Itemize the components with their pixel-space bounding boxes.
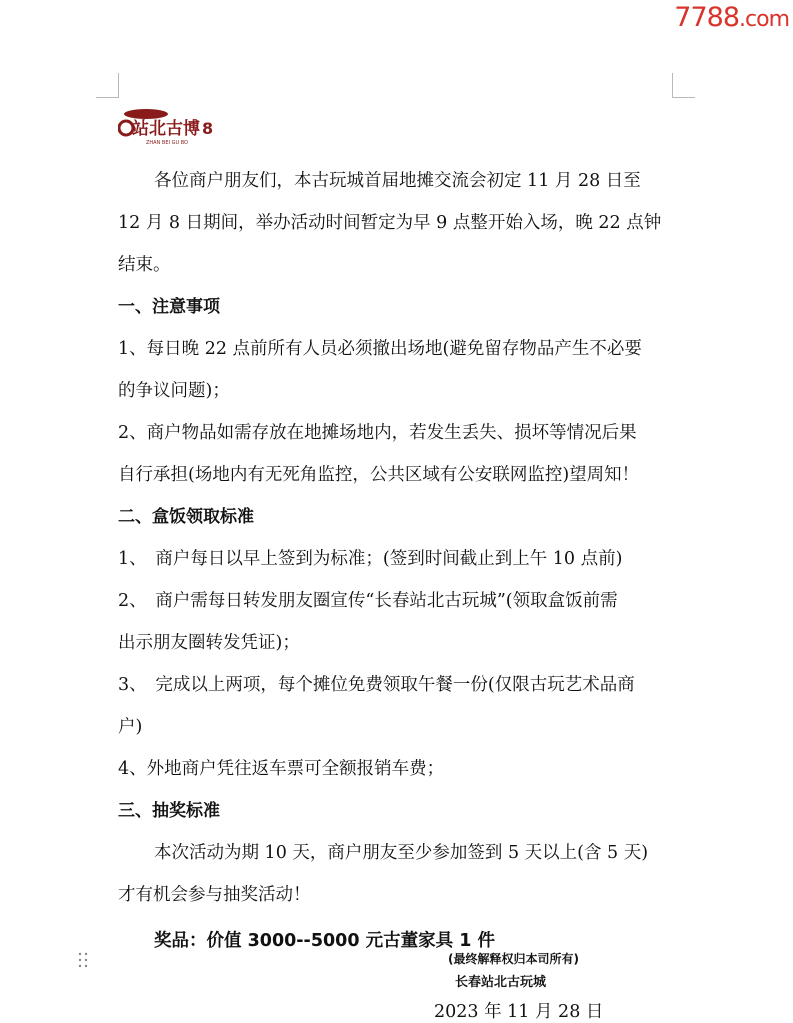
lottery-line-1: 本次活动为期 10 天，商户朋友至少参加签到 5 天以上(含 5 天)	[154, 843, 649, 863]
watermark-tld: .com	[739, 7, 789, 32]
notice-1-line-2: 的争议问题)；	[118, 381, 230, 401]
page-corner-mark-right	[672, 73, 695, 98]
notice-2-line-1: 2、商户物品如需存放在地摊场地内，若发生丢失、损坏等情况后果	[118, 423, 637, 443]
section-heading-lottery: 三、抽奖标准	[118, 801, 220, 821]
intro-line-1: 各位商户朋友们，本古玩城首届地摊交流会初定 11 月 28 日至	[154, 171, 641, 191]
document-body	[118, 160, 678, 962]
meal-rule-4: 4、外地商户凭往返车票可全额报销车费；	[118, 759, 445, 779]
company-logo	[118, 104, 218, 146]
meal-rule-1: 1、 商户每日以早上签到为标准；(签到时间截止到上午 10 点前)	[118, 549, 623, 569]
drag-dots-graphic	[78, 952, 88, 968]
meal-rule-3-line-2: 户)	[118, 717, 143, 737]
logo-subtext: ZHAN BEI GU BO	[146, 140, 188, 146]
lottery-line-2: 才有机会参与抽奖活动！	[118, 885, 311, 905]
logo-badge: 8	[202, 119, 214, 138]
footer-organization: 长春站北古玩城	[455, 975, 547, 990]
intro-line-2: 12 月 8 日期间，举办活动时间暂定为早 9 点整开始入场，晚 22 点钟	[118, 213, 662, 233]
meal-rule-2-line-2: 出示朋友圈转发凭证)；	[118, 633, 300, 653]
prize-line: 奖品：价值 3000--5000 元古董家具 1 件	[154, 931, 495, 951]
meal-rule-2-line-1: 2、 商户需每日转发朋友圈宣传“长春站北古玩城”(领取盒饭前需	[118, 591, 618, 611]
site-watermark	[674, 2, 789, 33]
footer-date: 2023 年 11 月 28 日	[434, 1002, 604, 1022]
drag-handle-icon[interactable]	[78, 952, 88, 968]
section-heading-notices: 一、注意事项	[118, 297, 220, 317]
logo-text: 站北古博	[132, 119, 200, 139]
page-corner-mark-left	[96, 73, 119, 98]
section-heading-meals: 二、盒饭领取标准	[118, 507, 254, 527]
footer-disclaimer: (最终解释权归本司所有)	[448, 952, 579, 966]
logo-ring	[119, 121, 133, 135]
intro-line-3: 结束。	[118, 255, 171, 275]
watermark-main: 7788	[674, 2, 740, 33]
notice-1-line-1: 1、每日晚 22 点前所有人员必须撤出场地(避免留存物品产生不必要	[118, 339, 642, 359]
meal-rule-3-line-1: 3、 完成以上两项，每个摊位免费领取午餐一份(仅限古玩艺术品商	[118, 675, 635, 695]
logo-graphic	[118, 104, 218, 146]
logo-arc	[124, 109, 168, 119]
notice-2-line-2: 自行承担(场地内有无死角监控，公共区域有公安联网监控)望周知！	[118, 465, 640, 485]
